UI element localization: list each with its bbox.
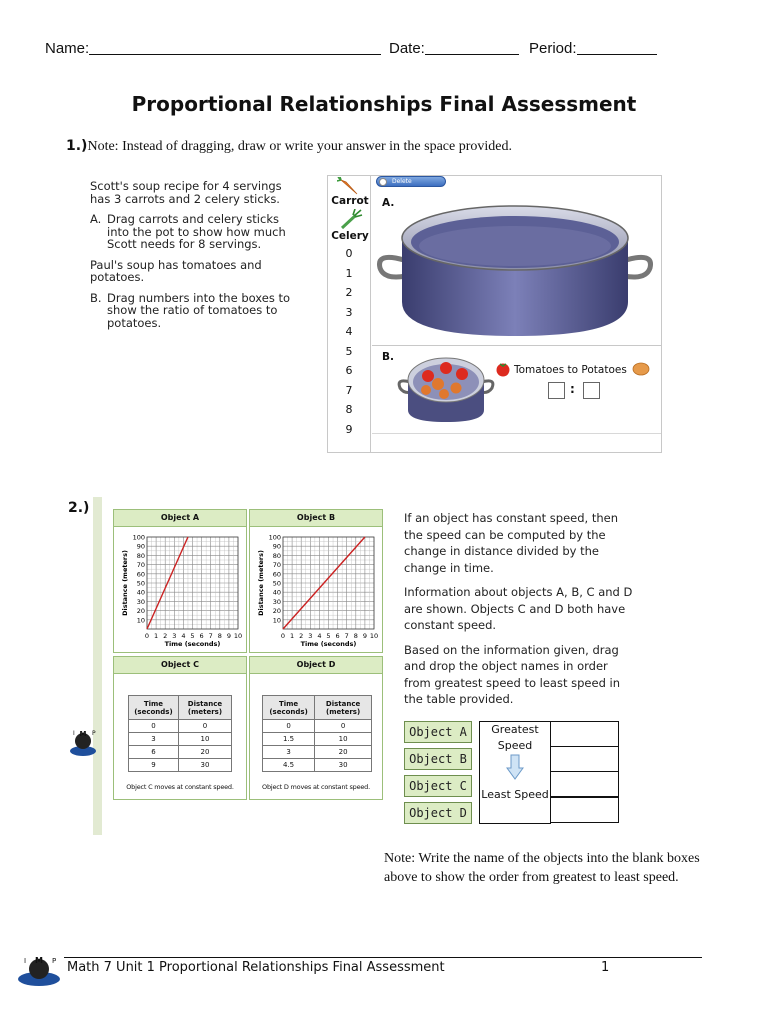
table-row bbox=[263, 720, 372, 733]
x-tick-label: 4 bbox=[181, 632, 186, 640]
q1-paul: Paul's soup has tomatoes and potatoes. bbox=[90, 257, 262, 284]
table-cell: 10 bbox=[178, 733, 231, 746]
svg-text:M: M bbox=[35, 956, 43, 965]
number-tile[interactable]: 8 bbox=[345, 403, 353, 416]
number-tile[interactable]: 7 bbox=[345, 383, 353, 397]
q1-b-label: B. bbox=[90, 290, 102, 305]
q1-b-text: Drag numbers into the boxes to show the ratio of tomatoes to potatoes. bbox=[107, 290, 291, 330]
x-tick-label: 9 bbox=[362, 632, 367, 640]
panel-b-label: B. bbox=[382, 351, 394, 363]
table-cell: 0 bbox=[129, 720, 179, 733]
q2-para1: If an object has constant speed, then the speed can be computed by the change in distance divided by the change in time. bbox=[404, 511, 619, 575]
object-b-plot bbox=[250, 527, 382, 653]
q1-intro: Scott's soup recipe for 4 servings has 3 carrots and 2 celery sticks. bbox=[90, 179, 282, 206]
order-table bbox=[479, 721, 551, 824]
object-c-table-cell bbox=[113, 656, 247, 800]
name-field[interactable] bbox=[45, 40, 381, 57]
object-d-table bbox=[262, 695, 372, 772]
svg-text:P: P bbox=[92, 730, 96, 737]
table-cell: 20 bbox=[315, 746, 372, 759]
y-tick-label: 90 bbox=[136, 542, 145, 551]
y-tick-label: 50 bbox=[272, 579, 281, 588]
footer-text: Math 7 Unit 1 Proportional Relationships Final Assessment bbox=[67, 960, 445, 975]
logo-icon bbox=[68, 727, 98, 759]
object-c-table bbox=[128, 695, 232, 772]
table-cell: 0 bbox=[263, 720, 315, 733]
y-tick-label: 100 bbox=[268, 533, 281, 542]
ratio-text: Tomatoes to Potatoes bbox=[514, 364, 627, 376]
period-field[interactable] bbox=[529, 40, 657, 57]
rank-slot-2[interactable] bbox=[550, 746, 619, 772]
footer-rule bbox=[64, 957, 702, 958]
x-tick-label: 8 bbox=[353, 632, 358, 640]
x-axis-label: Time (seconds) bbox=[164, 640, 221, 648]
rank-slot-3[interactable] bbox=[550, 771, 619, 797]
rank-slot-4[interactable] bbox=[550, 797, 619, 823]
celery-label: Celery bbox=[331, 230, 369, 242]
q2-number: 2.) bbox=[68, 500, 90, 516]
y-axis-label: Distance (meters) bbox=[257, 550, 265, 616]
q1-note: Note: Instead of dragging, draw or write your answer in the space provided. bbox=[87, 139, 513, 154]
x-tick-label: 9 bbox=[226, 632, 231, 640]
y-tick-label: 50 bbox=[136, 579, 145, 588]
object-a-chart bbox=[113, 509, 247, 653]
rank-slot-1[interactable] bbox=[550, 721, 619, 747]
y-tick-label: 60 bbox=[272, 570, 281, 579]
table-cell: 0 bbox=[315, 720, 372, 733]
y-tick-label: 70 bbox=[136, 561, 145, 570]
object-d-caption: Object D moves at constant speed. bbox=[262, 783, 370, 791]
q1-a-text: Drag carrots and celery sticks into the pot to show how much Scott needs for 8 servings. bbox=[107, 212, 286, 251]
name-label: Name: bbox=[45, 40, 90, 57]
table-cell: 30 bbox=[178, 759, 231, 772]
greatest-speed-label: Greatest Speed bbox=[491, 723, 539, 752]
y-tick-label: 20 bbox=[136, 607, 145, 616]
x-tick-label: 2 bbox=[299, 632, 304, 640]
footer-logo-icon bbox=[16, 954, 62, 988]
date-field[interactable] bbox=[389, 40, 519, 57]
svg-text:I: I bbox=[24, 957, 27, 965]
x-tick-label: 6 bbox=[335, 632, 340, 640]
object-c-title: Object C bbox=[114, 657, 246, 674]
x-tick-label: 5 bbox=[326, 632, 331, 640]
table-cell: 4.5 bbox=[263, 759, 315, 772]
y-tick-label: 80 bbox=[136, 551, 145, 560]
number-tile[interactable]: 6 bbox=[345, 364, 353, 377]
panel-footer-divider bbox=[372, 433, 661, 434]
tomato-icon bbox=[495, 361, 511, 377]
x-tick-label: 3 bbox=[172, 632, 177, 640]
x-tick-label: 10 bbox=[369, 632, 379, 640]
y-tick-label: 80 bbox=[272, 551, 281, 560]
panel-divider bbox=[372, 345, 661, 346]
q2-sidebar bbox=[93, 497, 102, 835]
x-tick-label: 5 bbox=[190, 632, 195, 640]
q1-part-b bbox=[90, 292, 295, 330]
x-tick-label: 3 bbox=[308, 632, 313, 640]
carrot-icon[interactable] bbox=[337, 177, 363, 197]
table-cell: 3 bbox=[263, 746, 315, 759]
carrot-label: Carrot bbox=[331, 195, 369, 207]
table-cell: 3 bbox=[129, 733, 179, 746]
delete-icon bbox=[379, 178, 387, 186]
table-cell: 10 bbox=[315, 733, 372, 746]
object-c-button[interactable]: Object C bbox=[404, 775, 472, 797]
tomato-ratio-box[interactable] bbox=[548, 382, 565, 399]
table-header: Distance (meters) bbox=[178, 696, 231, 720]
potato-icon bbox=[632, 362, 650, 376]
svg-text:I: I bbox=[73, 730, 75, 737]
svg-text:P: P bbox=[52, 957, 57, 965]
table-row bbox=[129, 733, 232, 746]
object-d-button[interactable]: Object D bbox=[404, 802, 472, 824]
table-cell: 20 bbox=[178, 746, 231, 759]
least-speed-label: Least Speed bbox=[481, 788, 549, 801]
down-arrow-icon bbox=[506, 754, 524, 780]
object-a-plot bbox=[114, 527, 246, 653]
y-axis-label: Distance (meters) bbox=[121, 550, 129, 616]
table-header: Distance (meters) bbox=[315, 696, 372, 720]
table-header: Time (seconds) bbox=[263, 696, 315, 720]
number-tile[interactable]: 9 bbox=[345, 422, 353, 436]
table-header: Time (seconds) bbox=[129, 696, 179, 720]
x-tick-label: 2 bbox=[163, 632, 168, 640]
object-d-table-cell bbox=[249, 656, 383, 800]
celery-icon[interactable] bbox=[339, 209, 363, 231]
q1-part-a bbox=[90, 213, 295, 251]
panel-a-label: A. bbox=[382, 197, 395, 209]
number-tile[interactable]: 4 bbox=[345, 325, 353, 338]
x-tick-label: 1 bbox=[154, 632, 159, 640]
table-row bbox=[263, 746, 372, 759]
table-cell: 9 bbox=[129, 759, 179, 772]
q2-note: Note: Write the name of the objects into the blank boxes above to show the order from greatest to least speed. bbox=[384, 851, 700, 885]
q1-prompt bbox=[90, 180, 295, 337]
q2-para2: Information about objects A, B, C and D are shown. Objects C and D both have constant speed. bbox=[404, 585, 633, 632]
q1-number-bank bbox=[327, 175, 371, 453]
table-cell: 30 bbox=[315, 759, 372, 772]
number-tile[interactable]: 3 bbox=[345, 305, 353, 319]
x-axis-label: Time (seconds) bbox=[300, 640, 357, 648]
period-label: Period: bbox=[529, 40, 577, 57]
date-label: Date: bbox=[389, 40, 425, 57]
q1-number: 1.) bbox=[66, 138, 88, 154]
svg-text:M: M bbox=[79, 730, 87, 738]
y-tick-label: 40 bbox=[136, 588, 145, 597]
q2-prompt bbox=[404, 510, 634, 716]
x-tick-label: 7 bbox=[344, 632, 349, 640]
x-tick-label: 0 bbox=[280, 632, 286, 640]
object-a-title: Object A bbox=[114, 510, 246, 527]
table-cell: 1.5 bbox=[263, 733, 315, 746]
x-tick-label: 8 bbox=[217, 632, 222, 640]
page-number: 1 bbox=[601, 960, 610, 975]
delete-button[interactable] bbox=[376, 176, 446, 187]
x-tick-label: 10 bbox=[233, 632, 243, 640]
object-d-title: Object D bbox=[250, 657, 382, 674]
q1-a-label: A. bbox=[90, 212, 102, 226]
pot-a-drop-zone[interactable] bbox=[374, 190, 656, 340]
y-tick-label: 100 bbox=[132, 533, 145, 542]
y-tick-label: 90 bbox=[272, 542, 281, 551]
y-tick-label: 70 bbox=[272, 561, 281, 570]
number-tile[interactable]: 2 bbox=[345, 286, 353, 299]
ratio-colon: : bbox=[570, 382, 575, 396]
x-tick-label: 4 bbox=[317, 632, 322, 640]
table-row bbox=[263, 733, 372, 746]
object-b-button[interactable]: Object B bbox=[404, 748, 472, 770]
object-b-title: Object B bbox=[250, 510, 382, 527]
y-tick-label: 10 bbox=[136, 616, 145, 625]
number-tile[interactable]: 5 bbox=[345, 344, 353, 358]
table-row bbox=[129, 759, 232, 772]
table-cell: 0 bbox=[178, 720, 231, 733]
table-cell: 6 bbox=[129, 746, 179, 759]
y-tick-label: 60 bbox=[136, 570, 145, 579]
q2-para3: Based on the information given, drag and drop the object names in order from greatest speed to least speed in the table provided. bbox=[404, 642, 621, 706]
date-blank[interactable] bbox=[425, 41, 519, 55]
y-tick-label: 10 bbox=[272, 616, 281, 625]
number-tile[interactable]: 1 bbox=[345, 266, 353, 280]
table-row bbox=[263, 759, 372, 772]
number-tile[interactable]: 0 bbox=[345, 247, 353, 260]
small-pot-image bbox=[396, 352, 496, 424]
potato-ratio-box[interactable] bbox=[583, 382, 600, 399]
y-tick-label: 20 bbox=[272, 607, 281, 616]
period-blank[interactable] bbox=[577, 41, 657, 55]
y-tick-label: 30 bbox=[136, 597, 145, 606]
x-tick-label: 1 bbox=[290, 632, 295, 640]
y-tick-label: 40 bbox=[272, 588, 281, 597]
object-a-button[interactable]: Object A bbox=[404, 721, 472, 743]
delete-label: Delete bbox=[392, 178, 412, 185]
x-tick-label: 0 bbox=[144, 632, 150, 640]
x-tick-label: 6 bbox=[199, 632, 204, 640]
object-c-caption: Object C moves at constant speed. bbox=[126, 783, 234, 791]
object-b-chart bbox=[249, 509, 383, 653]
q1-heading bbox=[66, 138, 512, 155]
y-tick-label: 30 bbox=[272, 597, 281, 606]
name-blank[interactable] bbox=[89, 41, 381, 55]
table-row bbox=[129, 746, 232, 759]
x-tick-label: 7 bbox=[208, 632, 213, 640]
table-row bbox=[129, 720, 232, 733]
page-title: Proportional Relationships Final Assessment bbox=[131, 92, 637, 116]
